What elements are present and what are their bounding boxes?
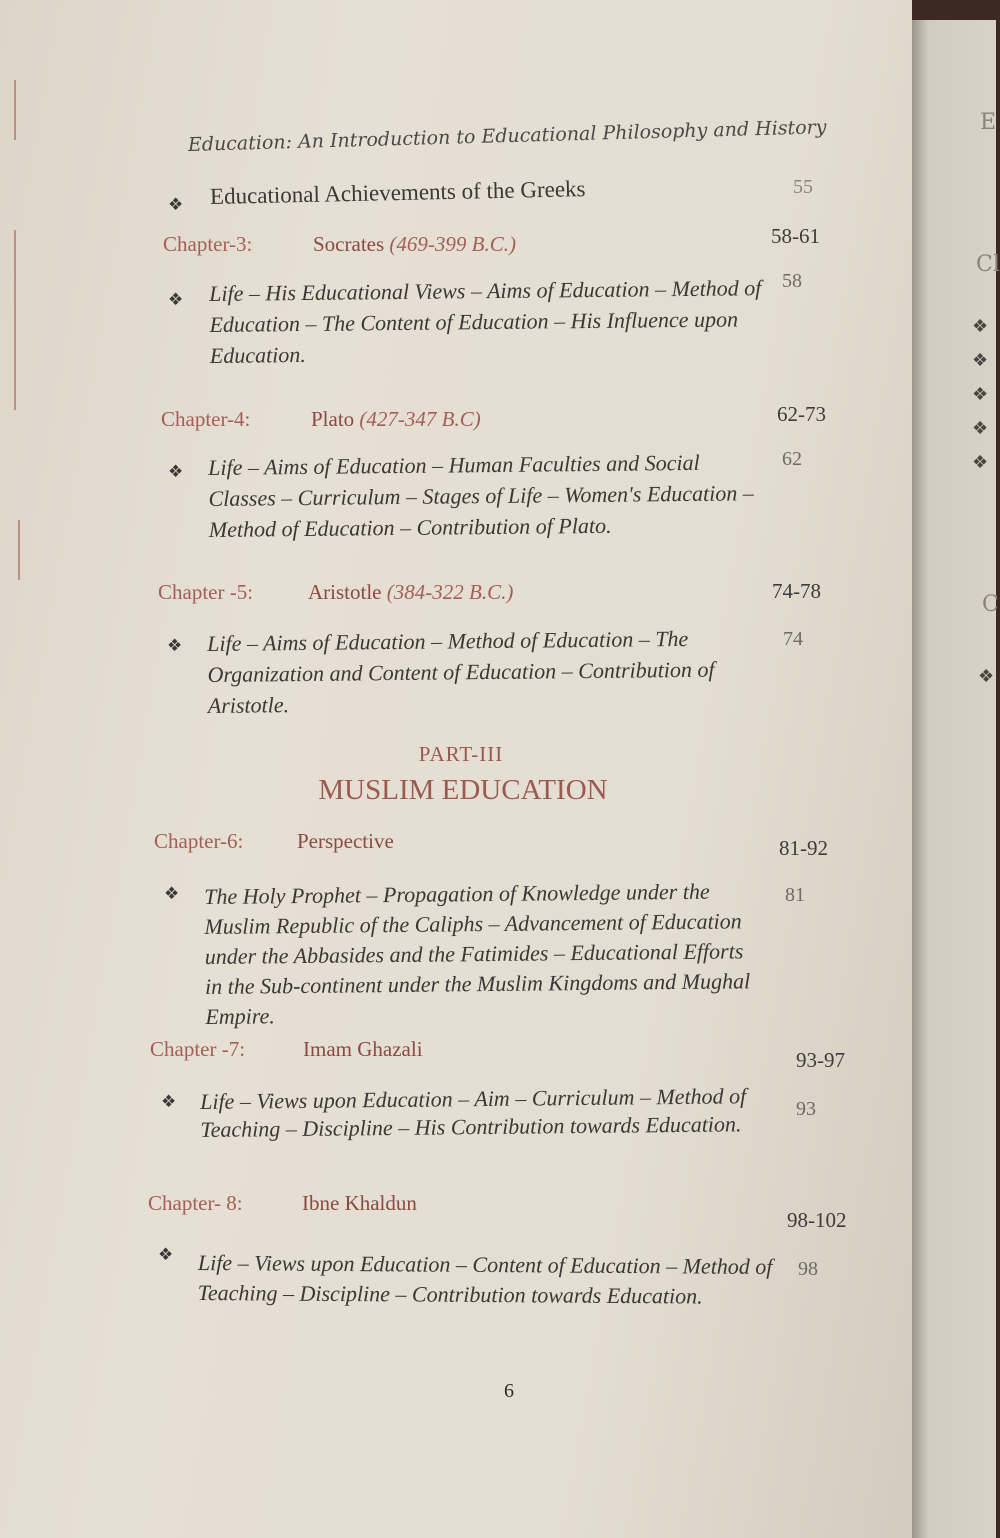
- chapter-page-range: 81-92: [779, 836, 828, 860]
- chapter-number: Chapter-3:: [163, 232, 253, 256]
- chapter-dates: (469-399 B.C.): [389, 232, 516, 256]
- running-header: Education: An Introduction to Educational Philosophy and History: [187, 116, 827, 156]
- chapter-description: Life – Aims of Education – Human Faculties and Social Classes – Curriculum – Stages of Life – Women's Education – Method of Education – Contribution of Plato.: [208, 449, 754, 542]
- part-label: PART-III: [418, 742, 504, 766]
- chapter-title: Perspective: [297, 829, 394, 853]
- chapter-title: Imam Ghazali: [303, 1037, 423, 1061]
- chapter-title: Socrates: [313, 232, 385, 256]
- chapter-number: Chapter-4:: [161, 407, 251, 431]
- chapter-description: Life – Views upon Education – Aim – Curriculum – Method of Teaching – Discipline – His Contribution towards Education.: [200, 1083, 747, 1142]
- chapter-page-range: 74-78: [772, 579, 821, 603]
- bullet-icon: ❖: [978, 666, 995, 687]
- toc-page-number: 55: [793, 176, 813, 198]
- description-page: 58: [782, 270, 802, 292]
- adjacent-page-text: E: [980, 110, 997, 135]
- chapter-page-range: 58-61: [771, 224, 820, 248]
- adjacent-page-edge: [912, 20, 1000, 1538]
- bullet-icon: ❖: [972, 350, 989, 371]
- adjacent-page-text: C: [982, 592, 999, 617]
- page-number: 6: [504, 1380, 514, 1402]
- page-edge-mark: [14, 80, 16, 140]
- description-page: 98: [798, 1258, 818, 1280]
- bullet-icon: ❖: [167, 636, 183, 656]
- description-page: 81: [785, 884, 805, 906]
- description-page: 93: [796, 1098, 816, 1120]
- chapter-title: Aristotle: [308, 580, 382, 604]
- description-page: 62: [782, 448, 802, 470]
- chapter-number: Chapter -5:: [158, 580, 254, 604]
- chapter-description: The Holy Prophet – Propagation of Knowledge under the Muslim Republic of the Caliphs – Advancement of Education under the Abbasides and the Fatimides – Educational Efforts in the Sub-continent under the Muslim Kingdoms and Mughal Empire.: [204, 878, 751, 1029]
- page-edge-mark: [14, 230, 16, 410]
- bullet-icon: ❖: [168, 195, 184, 215]
- chapter-description: Life – Aims of Education – Method of Education – The Organization and Content of Education – Contribution of Aristotle.: [207, 625, 715, 718]
- adjacent-page-text: Cl: [976, 252, 1000, 277]
- description-page: 74: [783, 628, 803, 650]
- chapter-title: Ibne Khaldun: [302, 1191, 417, 1215]
- bullet-icon: ❖: [972, 452, 989, 473]
- chapter-title: Plato: [311, 407, 355, 431]
- chapter-heading: [161, 407, 481, 432]
- part-title: MUSLIM EDUCATION: [318, 774, 608, 806]
- chapter-description: Life – Views upon Education – Content of Education – Method of Teaching – Discipline – Contribution towards Education.: [197, 1250, 773, 1309]
- chapter-heading: [148, 1191, 417, 1216]
- toc-entry-greeks: Educational Achievements of the Greeks: [209, 176, 586, 209]
- bullet-icon: ❖: [972, 316, 989, 337]
- chapter-heading: [150, 1037, 423, 1062]
- bullet-icon: ❖: [972, 418, 989, 439]
- chapter-heading: [158, 580, 513, 605]
- page-edge-mark: [18, 520, 20, 580]
- bullet-icon: ❖: [972, 384, 989, 405]
- chapter-heading: [154, 829, 394, 854]
- chapter-number: Chapter -7:: [150, 1037, 246, 1061]
- chapter-dates: (427-347 B.C): [359, 407, 481, 431]
- bullet-icon: ❖: [158, 1245, 174, 1265]
- chapter-description: Life – His Educational Views – Aims of Education – Method of Education – The Content of Education – His Influence upon Education.: [209, 275, 762, 368]
- bullet-icon: ❖: [168, 462, 184, 482]
- bullet-icon: ❖: [168, 290, 184, 310]
- chapter-page-range: 93-97: [796, 1048, 845, 1072]
- chapter-number: Chapter-6:: [154, 829, 244, 853]
- bullet-icon: ❖: [164, 884, 180, 904]
- chapter-page-range: 98-102: [787, 1208, 847, 1232]
- chapter-number: Chapter- 8:: [148, 1191, 243, 1215]
- chapter-heading: [163, 232, 516, 257]
- chapter-dates: (384-322 B.C.): [386, 580, 514, 604]
- chapter-page-range: 62-73: [777, 402, 826, 426]
- bullet-icon: ❖: [161, 1092, 177, 1112]
